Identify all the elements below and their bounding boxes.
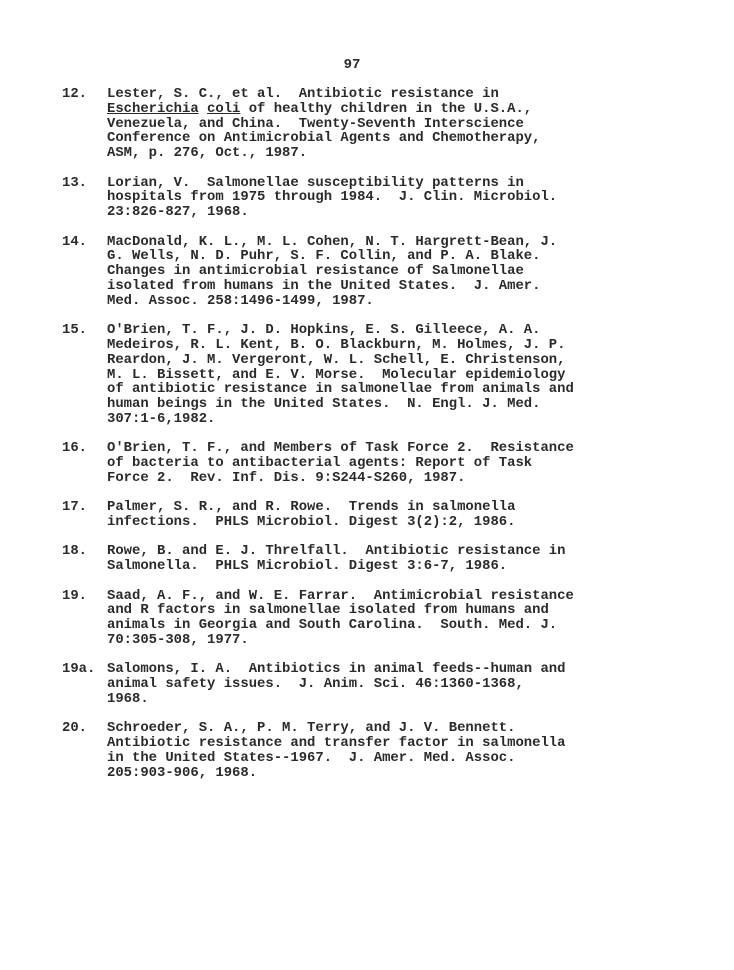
reference-line: in the United States--1967. J. Amer. Med. Assoc. [107,750,516,767]
reference-item-19 [62,589,662,648]
reference-line: G. Wells, N. D. Puhr, S. F. Collin, and P. A. Blake. [107,248,541,265]
reference-line: 307:1-6,1982. [107,410,216,427]
reference-line: animal safety issues. J. Anim. Sci. 46:1360-1368, [107,676,524,693]
reference-text [107,441,574,485]
reference-item-16 [62,441,662,485]
reference-item-13 [62,176,662,220]
reference-item-17 [62,500,662,530]
reference-line [107,102,540,117]
reference-line: and R factors in salmonellae isolated from humans and [107,602,549,619]
reference-line: Palmer, S. R., and R. Rowe. Trends in salmonella [107,499,516,516]
reference-text [107,589,574,648]
reference-number: 20. [62,720,88,737]
reference-line: human beings in the United States. N. Engl. J. Med. [107,396,541,413]
reference-number: 12. [62,86,88,102]
reference-line: isolated from humans in the United States. J. Amer. [107,277,541,294]
reference-line: Conference on Antimicrobial Agents and Chemotherapy, [107,130,541,147]
reference-line: Venezuela, and China. Twenty-Seventh Interscience [107,115,524,132]
reference-line: of antibiotic resistance in salmonellae from animals and [107,381,574,398]
reference-line: Schroeder, S. A., P. M. Terry, and J. V. Bennett. [107,720,516,737]
reference-number: 15. [62,322,88,339]
reference-line: O'Brien, T. F., J. D. Hopkins, E. S. Gilleece, A. A. [107,322,541,339]
reference-text [107,87,540,161]
reference-line: O'Brien, T. F., and Members of Task Force 2. Resistance [107,440,574,457]
reference-line: Med. Assoc. 258:1496-1499, 1987. [107,292,374,309]
reference-line: of bacteria to antibacterial agents: Report of Task [107,455,533,472]
reference-line: 1968. [107,691,149,708]
reference-line: infections. PHLS Microbiol. Digest 3(2):2, 1986. [107,514,516,531]
reference-item-19a [62,662,662,706]
reference-line: Antibiotic resistance and transfer factor in salmonella [107,735,566,752]
reference-text [107,721,565,780]
reference-number: 19. [62,587,88,604]
reference-line: 70:305-308, 1977. [107,632,249,649]
reference-item-20 [62,721,662,780]
reference-list [62,87,662,795]
reference-line: Salmonella. PHLS Microbiol. Digest 3:6-7, 1986. [107,558,508,575]
reference-line: MacDonald, K. L., M. L. Cohen, N. T. Hargrett-Bean, J. [107,233,558,250]
genus-name: Escherichia [107,100,199,117]
reference-text [107,544,565,574]
reference-item-18 [62,544,662,574]
reference-line: Changes in antimicrobial resistance of Salmonellae [107,263,524,280]
reference-number: 18. [62,543,88,560]
reference-line: 205:903-906, 1968. [107,764,258,781]
reference-line: ASM, p. 276, Oct., 1987. [107,145,308,162]
reference-number: 17. [62,499,88,516]
space [199,101,207,117]
page-number: 97 [343,57,361,73]
reference-number: 19a. [62,661,96,678]
reference-line: Rowe, B. and E. J. Threlfall. Antibiotic resistance in [107,543,566,560]
reference-item-12 [62,87,662,161]
reference-number: 16. [62,440,88,457]
reference-line-rest: of healthy children in the U.S.A., [240,100,533,117]
reference-item-14 [62,235,662,309]
reference-line: Lester, S. C., et al. Antibiotic resistance in [107,86,499,102]
reference-text [107,500,515,530]
reference-item-15 [62,323,662,427]
reference-line: animals in Georgia and South Carolina. South. Med. J. [107,617,558,634]
reference-line: 23:826-827, 1968. [107,204,249,221]
reference-line: Medeiros, R. L. Kent, B. O. Blackburn, M. Holmes, J. P. [107,336,566,353]
reference-line: Salomons, I. A. Antibiotics in animal feeds--human and [107,661,566,678]
reference-text [107,235,557,309]
reference-line: Reardon, J. M. Vergeront, W. L. Schell, E. Christenson, [107,351,566,368]
reference-line: Force 2. Rev. Inf. Dis. 9:S244-S260, 1987. [107,469,466,486]
reference-line: hospitals from 1975 through 1984. J. Clin. Microbiol. [107,189,558,206]
reference-number: 13. [62,174,88,191]
reference-line: M. L. Bissett, and E. V. Morse. Molecular epidemiology [107,366,566,383]
reference-number: 14. [62,233,88,250]
species-name: coli [207,100,241,117]
reference-line: Saad, A. F., and W. E. Farrar. Antimicrobial resistance [107,587,574,604]
reference-line: Lorian, V. Salmonellae susceptibility patterns in [107,174,524,191]
reference-text [107,176,557,220]
reference-text [107,662,565,706]
reference-text [107,323,574,427]
